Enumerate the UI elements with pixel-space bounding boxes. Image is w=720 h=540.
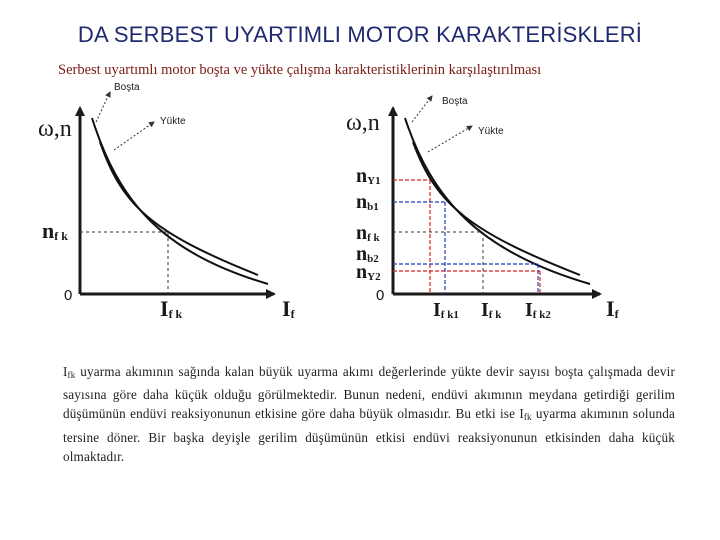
right-curve-bosta: [405, 118, 590, 284]
para-symbol-2-sub: fk: [523, 412, 532, 423]
right-y-axis-label: ω,n: [346, 110, 380, 136]
page-title: DA SERBEST UYARTIMLI MOTOR KARAKTERİSKLERİ: [77, 22, 643, 47]
right-yukte-pointer: [428, 126, 472, 152]
left-y-axis-label: ω,n: [38, 116, 72, 142]
right-y-marker-nb1: nb1: [356, 191, 379, 213]
characteristic-diagrams: [0, 70, 720, 330]
para-text-2: uyarma akımının solunda tersine döner. Bir başka deyişle gerilim düşümünün etkisi endüvi reaksiyonunun etkisinden daha küçük olmaktadır.: [63, 406, 675, 464]
right-bosta-pointer: [412, 96, 432, 122]
right-y-marker-nb2: nb2: [356, 243, 379, 265]
right-origin: 0: [376, 287, 385, 304]
right-y-marker-ny2: nY2: [356, 261, 381, 283]
left-label-bosta: Boşta: [114, 82, 140, 93]
right-label-bosta: Boşta: [442, 96, 468, 107]
explanation-paragraph: [63, 362, 675, 466]
left-bosta-pointer: [96, 92, 110, 122]
para-text-1: uyarma akımının sağında kalan büyük uyarma akımı değerlerinde yükte devir sayısı boşta çalışmada devir sayısına göre daha küçük olduğu görülmektedir. Bunun nedeni, endüvi akımının meydana getirdiği gerilim düşümünün endüvi reaksiyonunun etkisine göre daha büyük olmasıdır. Bu etki ise: [63, 364, 675, 422]
left-x-axis-label: If: [282, 296, 295, 321]
right-x-marker-ifk: If k: [481, 299, 502, 321]
para-symbol-1-sub: fk: [67, 370, 76, 380]
left-graph: [38, 82, 296, 321]
left-curve-bosta: [92, 118, 268, 284]
right-x-marker-ifk1: If k1: [433, 299, 459, 321]
left-origin: 0: [64, 287, 73, 304]
page-subtitle: Serbest uyartımlı motor boşta ve yükte çalışma karakteristiklerinin karşılaştırılması: [58, 62, 542, 78]
right-curve-yukte: [413, 142, 580, 275]
para-symbol-1: I: [63, 364, 68, 379]
left-y-marker: nf k: [42, 218, 68, 243]
right-x-axis-label: If: [606, 296, 619, 321]
left-label-yukte: Yükte: [160, 116, 186, 127]
left-yukte-pointer: [114, 122, 154, 150]
right-y-marker-nfk: nf k: [356, 222, 380, 244]
left-curve-yukte: [100, 142, 258, 275]
right-label-yukte: Yükte: [478, 126, 504, 137]
right-x-marker-ifk2: If k2: [525, 299, 551, 321]
right-graph: [346, 96, 620, 321]
right-y-marker-ny1: nY1: [356, 165, 381, 187]
left-x-marker: If k: [160, 296, 183, 321]
para-symbol-2: I: [519, 406, 524, 422]
